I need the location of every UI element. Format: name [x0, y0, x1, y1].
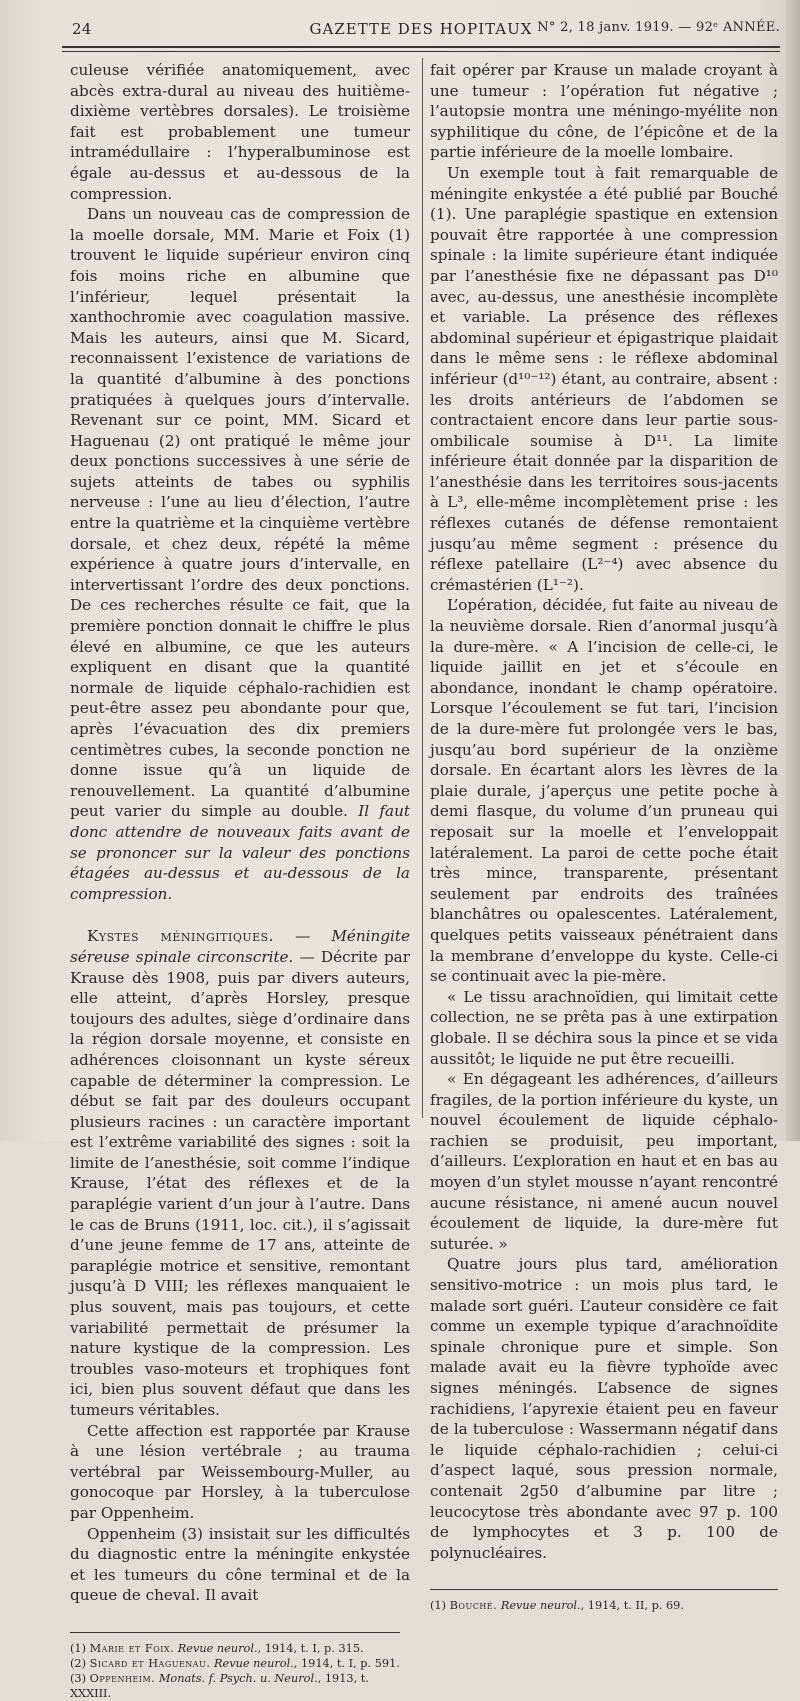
section-heading: Kystes méningitiques.	[87, 927, 275, 946]
paragraph: « En dégageant les adhérences, d’ailleurs fragiles, de la portion inférieure du kyste, un nouvel écoulement de liquide céphalo-rachien se produisit, peu important, d’ailleurs. L’exploration en haut et en bas au moyen d’un stylet mousse n’ayant rencontré aucune résistance, ni amené aucun nouvel écoulement de liquide, la dure-mère fut suturée. »	[430, 1070, 778, 1253]
running-header	[62, 20, 780, 42]
right-column	[430, 60, 778, 1613]
footnotes	[70, 1641, 410, 1701]
column-separator	[422, 58, 423, 1118]
header-rule-thin	[62, 51, 780, 52]
paragraph: Un exemple tout à fait remarquable de méningite enkystée a été publié par Bouché (1). Une paraplégie spastique en extension pouvait être rapportée à une compression spinale : la limite supérieure étant indiquée par l’anesthésie fixe ne dépassant pas D¹⁰ avec, au-dessus, une anesthésie incomplète et variable. La présence des réflexes abdominal supérieur et épigastrique plaidait dans le même sens : le réflexe abdominal inférieur (d¹⁰⁻¹²) étant, au contraire, absent : les droits antérieurs de l’abdomen se contractaient encore dans leur partie sous-ombilicale soumise à D¹¹. La limite inférieure était donnée par la disparition de l’anesthésie dans les territoires sous-jacents à L³, elle-même incomplètement prise : les réflexes cutanés de défense remontaient jusqu’au même segment : présence du réflexe patellaire (L²⁻⁴) avec absence du crémastérien (L¹⁻²).	[430, 163, 778, 594]
journal-title: GAZETTE DES HOPITAUX	[309, 20, 533, 38]
paragraph: « Le tissu arachnoïdien, qui limitait cette collection, ne se prêta pas à une extirpation globale. Il se déchira sous la pince et se vida aussitôt; le liquide ne put être recueilli.	[430, 987, 778, 1068]
paragraph: Quatre jours plus tard, amélioration sensitivo-motrice : un mois plus tard, le malade sort guéri. L’auteur considère ce fait comme un exemple typique d’arachnoïdite spinale chronique pure et simple. Son malade avait eu la fièvre typhoïde avec signes méningés. L’absence de signes rachidiens, l’apyrexie étaient peu en faveur de la tuberculose : Wassermann négatif dans le liquide céphalo-rachidien ; celui-ci d’aspect laqué, sous pression normale, contenait 2g50 d’albumine par litre ; leucocytose très abondante avec 97 p. 100 de lymphocytes et 3 p. 100 de polynucléaires.	[430, 1255, 778, 1562]
footnotes	[430, 1598, 778, 1613]
left-column	[70, 60, 410, 1701]
footnote: (3) Oppenheim. Monats. f. Psych. u. Neurol., 1913, t. XXXIII.	[70, 1671, 369, 1700]
footnote-rule	[430, 1589, 778, 1590]
footnote: (1) Marie et Foix. Revue neurol., 1914, t. I, p. 315.	[70, 1641, 364, 1655]
paragraph-italic: Il faut donc attendre de nouveaux faits avant de se prononcer sur la valeur des ponctions étagées au-dessus et au-dessous de la compression.	[70, 802, 410, 903]
issue-info: N° 2, 18 janv. 1919. — 92ᵉ ANNÉE.	[537, 20, 780, 35]
footnote: (2) Sicard et Haguenau. Revue neurol., 1914, t. I, p. 591.	[70, 1656, 400, 1670]
paragraph: fait opérer par Krause un malade croyant à une tumeur : l’opération fut négative ; l’autopsie montra une méningo-myélite non syphilitique du cône, de l’épicône et de la partie inférieure de la moelle lombaire.	[430, 61, 778, 162]
page-edge	[786, 0, 800, 1141]
paragraph: L’opération, décidée, fut faite au niveau de la neuvième dorsale. Rien d’anormal jusqu’à la dure-mère. « A l’incision de celle-ci, le liquide jaillit en jet et s’écoule en abondance, inondant le champ opératoire. Lorsque l’écoulement se fut tari, l’incision de la dure-mère fut prolongée vers le bas, jusqu’au bord supérieur de la onzième dorsale. En écartant alors les lèvres de la plaie durale, j’aperçus une petite poche à demi flasque, du volume d’un pruneau qui reposait sur la moelle et l’enveloppait latéralement. La paroi de cette poche était très mince, transparente, présentant seulement par endroits des traînées blanchâtres ou opalescentes. Latéralement, quelques petits vaisseaux pénétraient dans la membrane d’enveloppe du kyste. Celle-ci se continuait avec la pie-mère.	[430, 596, 778, 986]
footnote-rule	[70, 1632, 400, 1633]
paragraph	[70, 204, 410, 904]
paragraph: culeuse vérifiée anatomiquement, avec abcès extra-dural au niveau des huitième-dixième vertèbres dorsales). Le troisième fait est probablement une tumeur intramédullaire : l’hyperalbuminose est égale au-dessus et au-dessous de la compression.	[70, 61, 410, 203]
paragraph: Cette affection est rapportée par Krause à une lésion vertébrale ; au trauma vertébral par Weissembourg-Muller, au gonocoque par Horsley, à la tuberculose par Oppenheim.	[70, 1421, 410, 1522]
paragraph-text: Dans un nouveau cas de compression de la moelle dorsale, MM. Marie et Foix (1) trouvent le liquide supérieur environ cinq fois moins riche en albumine que l’inférieur, lequel présentait la xanthochromie avec coagulation massive. Mais les auteurs, ainsi que M. Sicard, reconnaissent l’existence de variations de la quantité d’albumine à des ponctions pratiquées à quelques jours d’intervalle. Revenant sur ce point, MM. Sicard et Haguenau (2) ont pratiqué le même jour deux ponctions successives à une série de sujets atteints de tabes ou syphilis nerveuse : l’une au lieu d’élection, l’autre entre la quatrième et la cinquième vertèbre dorsale, et chez deux, répété la même expérience à quatre jours d’intervalle, en intervertissant l’ordre des deux ponctions. De ces recherches résulte ce fait, que la première ponction donnait le chiffre le plus élevé en albumine, ce que les auteurs expliquent en disant que la quantité normale de liquide céphalo-rachidien est peut-être assez peu abondante pour que, après l’évacuation des dix premiers centimètres cubes, la seconde ponction ne donne issue qu’à un liquide de renouvellement. La quantité d’albumine peut varier du simple au double.	[70, 205, 410, 821]
footnote: (1) Bouché. Revue neurol., 1914, t. II, p. 69.	[430, 1599, 684, 1613]
section-paragraph: Kystes méningitiques. — Méningite séreuse spinale circonscrite. — Décrite par Krause dès 1908, puis par divers auteurs, elle atteint, d’après Horsley, presque toujours des adultes, siège d’ordinaire dans la région dorsale moyenne, et consiste en adhérences cloisonnant un kyste séreux capable de déterminer la compression. Le début se fait par des douleurs occupant plusieurs racines : un caractère important est l’extrême variabilité des signes : soit la limite de l’anesthésie, soit comme l’indique Krause, l’état des réflexes et de la paraplégie varient d’un jour à l’autre. Dans le cas de Bruns (1911, loc. cit.), il s’agissait d’une jeune femme de 17 ans, atteinte de paraplégie motrice et sensitive, remontant jusqu’à D VIII; les réflexes manquaient le plus souvent, mais pas toujours, et cette variabilité permettait de présumer la nature kystique de la compression. Les troubles vaso-moteurs et trophiques font ici, bien plus souvent défaut que dans les tumeurs véritables.	[70, 927, 410, 1419]
page-number: 24	[72, 20, 92, 38]
paragraph: Oppenheim (3) insistait sur les difficultés du diagnostic entre la méningite enkystée et les tumeurs du cône terminal et de la queue de cheval. Il avait	[70, 1524, 410, 1605]
paragraph-text: Décrite par Krause dès 1908, puis par divers auteurs, elle atteint, d’après Horsley, presque toujours des adultes, siège d’ordinaire dans la région dorsale moyenne, et consiste en adhérences cloisonnant un kyste séreux capable de déterminer la compression. Le début se fait par des douleurs occupant plusieurs racines : un caractère important est l’extrême variabilité des signes : soit la limite de l’anesthésie, soit comme l’indique Krause, l’état des réflexes et de la paraplégie varient d’un jour à l’autre. Dans le cas de Bruns (1911, loc. cit.), il s’agissait d’une jeune femme de 17 ans, atteinte de paraplégie motrice et sensitive, remontant jusqu’à D VIII; les réflexes manquaient le plus souvent, mais pas toujours, et cette variabilité permettait de présumer la nature kystique de la compression. Les troubles vaso-moteurs et trophiques font ici, bien plus souvent défaut que dans les tumeurs véritables.	[70, 947, 410, 1419]
section-subtitle: Méningite séreuse spinale circonscrite.	[70, 927, 410, 966]
header-rule	[62, 46, 780, 48]
